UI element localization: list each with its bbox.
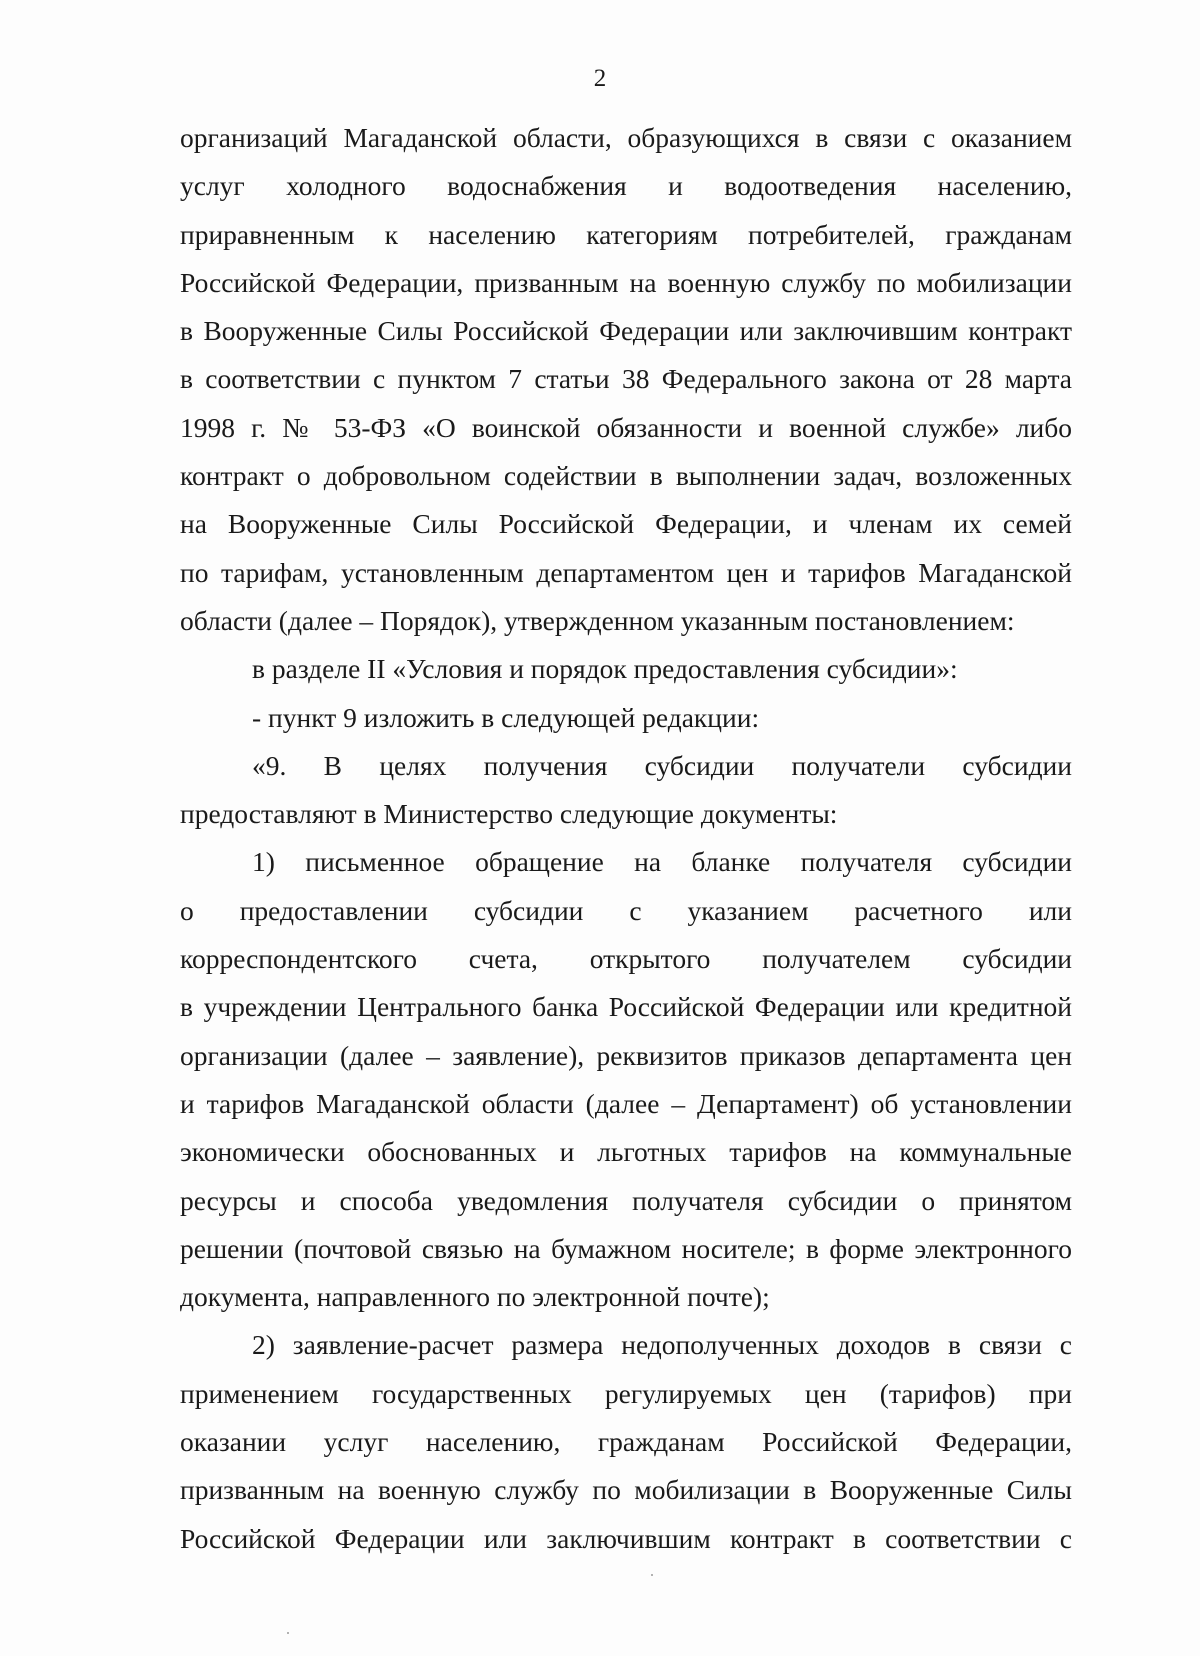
text-line: на Вооруженные Силы Российской Федерации, и членам их семей [180, 508, 1072, 540]
text-line: - пункт 9 изложить в следующей редакции: [252, 701, 760, 733]
document-body [180, 114, 1072, 1563]
text-line: организаций Магаданской области, образующихся в связи с оказанием [180, 122, 1072, 153]
text-line: организации (далее – заявление), реквизитов приказов департамента цен [180, 1039, 1072, 1071]
text-line: в соответствии с пунктом 7 статьи 38 Федерального закона от 28 марта [180, 363, 1072, 395]
text-line: приравненным к населению категориям потребителей, гражданам [180, 218, 1072, 250]
text-line: в Вооруженные Силы Российской Федерации или заключившим контракт [180, 315, 1072, 347]
text-line: области (далее – Порядок), утвержденном указанным постановлением: [180, 604, 1015, 636]
text-line: экономически обоснованных и льготных тарифов на коммунальные [180, 1136, 1072, 1168]
text-line: ресурсы и способа уведомления получателя субсидии о принятом [180, 1184, 1072, 1216]
page-number: 2 [593, 65, 607, 92]
text-line: и тарифов Магаданской области (далее – Департамент) об установлении [180, 1087, 1072, 1119]
text-line: контракт о добровольном содействии в выполнении задач, возложенных [180, 460, 1072, 492]
text-line: по тарифам, установленным департаментом цен и тарифов Магаданской [180, 556, 1072, 588]
text-line: документа, направленного по электронной почте); [180, 1281, 770, 1313]
text-line: услуг холодного водоснабжения и водоотведения населению, [180, 170, 1072, 202]
text-line: предоставляют в Министерство следующие документы: [180, 798, 838, 830]
text-line: решении (почтовой связью на бумажном носителе; в форме электронного [180, 1232, 1072, 1264]
text-line: о предоставлении субсидии с указанием расчетного или [180, 894, 1072, 926]
text-line: Российской Федерации, призванным на военную службу по мобилизации [180, 266, 1072, 298]
text-line: применением государственных регулируемых цен (тарифов) при [180, 1377, 1072, 1409]
text-line: 1) письменное обращение на бланке получателя субсидии [252, 846, 1072, 878]
text-line: 2) заявление-расчет размера недополученных доходов в связи с [252, 1329, 1072, 1361]
text-line: корреспондентского счета, открытого получателем субсидии [180, 943, 1072, 975]
text-line: Российской Федерации или заключившим контракт в соответствии с [180, 1522, 1072, 1554]
text-line: оказании услуг населению, гражданам Российской Федерации, [180, 1426, 1072, 1458]
scan-speck [287, 1632, 289, 1634]
text-line: «9. В целях получения субсидии получатели субсидии [252, 749, 1072, 781]
text-line: в учреждении Центрального банка Российской Федерации или кредитной [180, 991, 1072, 1023]
text-line: в разделе II «Условия и порядок предоставления субсидии»: [252, 653, 958, 685]
scan-speck [651, 1574, 653, 1576]
text-line: призванным на военную службу по мобилизации в Вооруженные Силы [180, 1474, 1072, 1506]
text-line: 1998 г. № 53-ФЗ «О воинской обязанности и военной службе» либо [180, 411, 1072, 443]
